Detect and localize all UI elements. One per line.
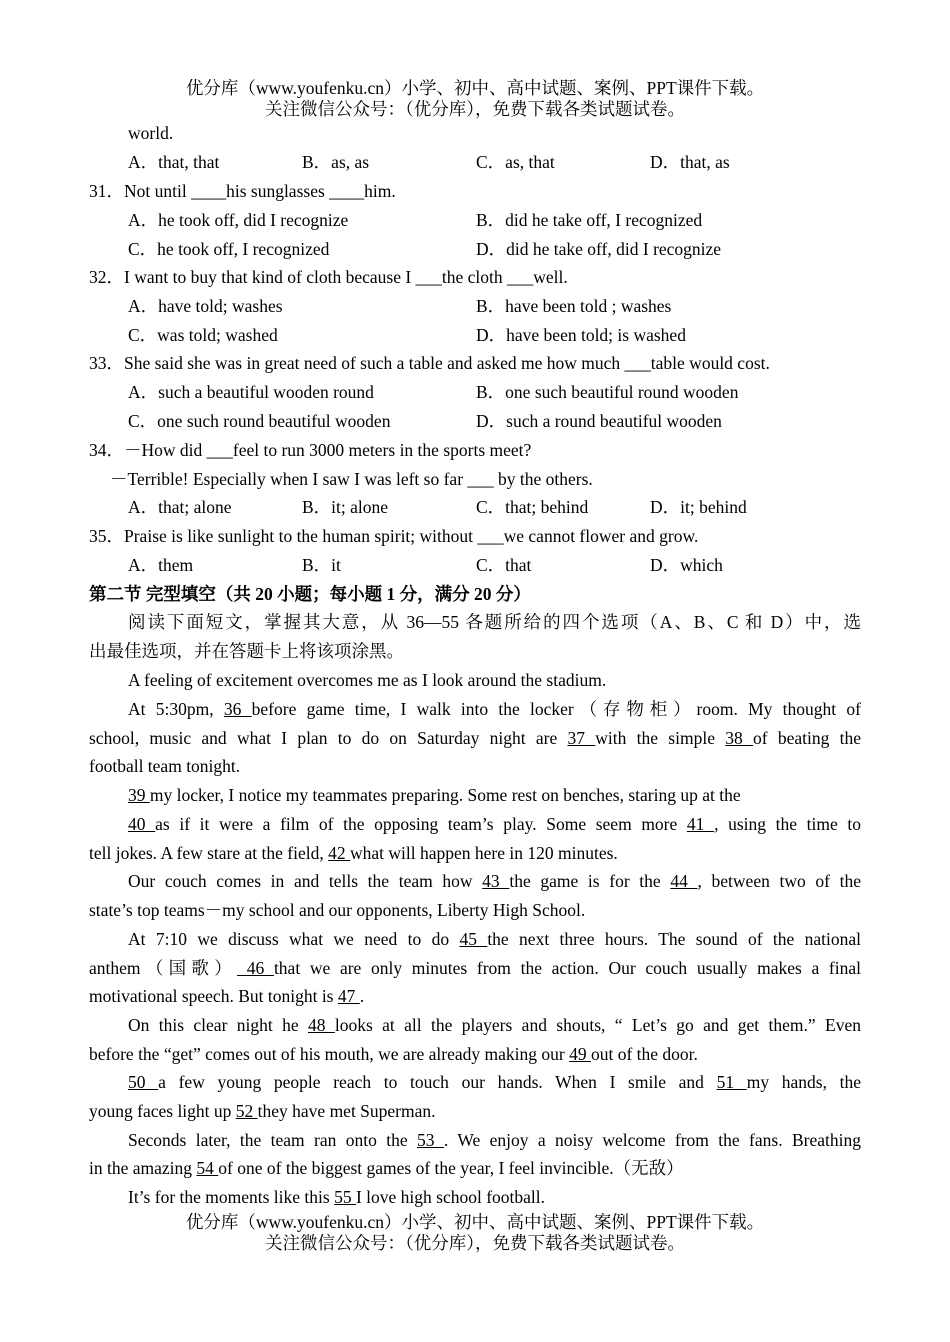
passage-p6-line1: On this clear night he 48 looks at all the players and shouts, “ Let’s go and get them.” Even <box>128 1015 861 1035</box>
q33-option-d: D．such a round beautiful wooden <box>476 411 722 431</box>
q31-option-c: C．he took off, I recognized <box>128 239 330 259</box>
blank-45: 45 <box>459 929 488 949</box>
q34-option-d: D．it; behind <box>650 497 747 517</box>
q35-option-d: D．which <box>650 555 723 575</box>
blank-39: 39 <box>128 785 150 805</box>
passage-p8-line2: in the amazing 54 of one of the biggest games of the year, I feel invincible.（无敌） <box>89 1158 684 1178</box>
q31-option-b: B．did he take off, I recognized <box>476 210 703 230</box>
passage-p7-line2: young faces light up 52 they have met Superman. <box>89 1101 436 1121</box>
passage-p1: A feeling of excitement overcomes me as I look around the stadium. <box>128 670 607 690</box>
blank-50: 50 <box>128 1072 159 1092</box>
passage-p5-line1: At 7:10 we discuss what we need to do 45 the next three hours. The sound of the national <box>128 929 862 949</box>
blank-55: 55 <box>334 1187 356 1207</box>
passage-p5-line2: anthem（国歌） 46 that we are only minutes from the action. Our couch usually makes a final <box>89 958 861 978</box>
blank-47: 47 <box>337 986 360 1006</box>
header-line-2: 关注微信公众号：（优分库），免费下载各类试题试卷。 <box>265 99 685 119</box>
q35-option-c: C．that <box>476 555 532 575</box>
q31-stem: 31．Not until ____his sunglasses ____him. <box>89 181 396 201</box>
passage-p5-line3: motivational speech. But tonight is 47 . <box>89 986 365 1006</box>
q35-option-a: A．them <box>128 555 194 575</box>
section-title: 第二节 完型填空（共 20 小题；每小题 1 分，满分 20 分） <box>89 584 531 604</box>
q34-stem-reply: －Terrible! Especially when I saw I was left so far ___ by the others. <box>110 469 593 489</box>
passage-p2-line3: football team tonight. <box>89 756 241 776</box>
q32-option-a: A．have told; washes <box>128 296 283 316</box>
footer-line-1: 优分库（www.youfenku.cn）小学、初中、高中试题、案例、PPT课件下载。 <box>185 1212 765 1232</box>
blank-38: 38 <box>725 728 754 748</box>
passage-p4-line2: state’s top teams－my school and our opponents, Liberty High School. <box>89 900 586 920</box>
blank-36: 36 <box>223 699 252 719</box>
blank-49: 49 <box>569 1044 591 1064</box>
section-instruction-1: 阅读下面短文，掌握其大意，从 36—55 各题所给的四个选项（A、B、C 和 D）中，选 <box>128 612 861 632</box>
q32-stem: 32．I want to buy that kind of cloth because I ___the cloth ___well. <box>89 267 568 287</box>
blank-48: 48 <box>308 1015 335 1035</box>
q35-option-b: B．it <box>302 555 341 575</box>
passage-p9: It’s for the moments like this 55 I love high school football. <box>128 1187 546 1207</box>
q30-option-b: B．as, as <box>302 152 370 172</box>
q33-option-b: B．one such beautiful round wooden <box>476 382 739 402</box>
q30-option-d: D．that, as <box>650 152 730 172</box>
passage-p6-line2: before the “get” comes out of his mouth, we are already making our 49 out of the door. <box>89 1044 698 1064</box>
q31-option-a: A．he took off, did I recognize <box>128 210 349 230</box>
q32-option-c: C．was told; washed <box>128 325 278 345</box>
passage-p4-line1: Our couch comes in and tells the team how 43 the game is for the 44 , between two of the <box>128 871 862 891</box>
blank-51: 51 <box>716 1072 747 1092</box>
q30-continuation: world. <box>128 123 174 143</box>
q34-option-b: B．it; alone <box>302 497 389 517</box>
q34-option-c: C．that; behind <box>476 497 589 517</box>
passage-p2-line1: At 5:30pm, 36 before game time, I walk into the locker（存物柜）room. My thought of <box>128 699 861 719</box>
blank-52: 52 <box>235 1101 258 1121</box>
section-instruction-2: 出最佳选项，并在答题卡上将该项涂黑。 <box>89 641 404 661</box>
q33-option-a: A．such a beautiful wooden round <box>128 382 374 402</box>
q33-option-c: C．one such round beautiful wooden <box>128 411 391 431</box>
q34-option-a: A．that; alone <box>128 497 232 517</box>
blank-41: 41 <box>686 814 715 834</box>
q30-option-c: C．as, that <box>476 152 555 172</box>
blank-43: 43 <box>482 871 510 891</box>
blank-44: 44 <box>670 871 698 891</box>
blank-42: 42 <box>328 843 350 863</box>
passage-p3-line2: 40 as if it were a film of the opposing team’s play. Some seem more 41 , using the time to <box>128 814 861 834</box>
q33-stem: 33．She said she was in great need of such a table and asked me how much ___table would cost. <box>89 353 770 373</box>
q31-option-d: D．did he take off, did I recognize <box>476 239 722 259</box>
q30-option-a: A．that, that <box>128 152 220 172</box>
q32-option-d: D．have been told; is washed <box>476 325 686 345</box>
footer-line-2: 关注微信公众号：（优分库），免费下载各类试题试卷。 <box>265 1233 685 1253</box>
blank-53: 53 <box>417 1130 444 1150</box>
q34-stem: 34．－How did ___feel to run 3000 meters in the sports meet? <box>89 440 532 460</box>
passage-p3-line1: 39 my locker, I notice my teammates preparing. Some rest on benches, staring up at the <box>128 785 741 805</box>
passage-p8-line1: Seconds later, the team ran onto the 53 . We enjoy a noisy welcome from the fans. Breathing <box>128 1130 861 1150</box>
header-line-1: 优分库（www.youfenku.cn）小学、初中、高中试题、案例、PPT课件下载。 <box>185 78 765 98</box>
q32-option-b: B．have been told ; washes <box>476 296 672 316</box>
passage-p2-line2: school, music and what I plan to do on Saturday night are 37 with the simple 38 of beating the <box>89 728 862 748</box>
blank-46: 46 <box>237 958 274 978</box>
passage-p7-line1: 50 a few young people reach to touch our hands. When I smile and 51 my hands, the <box>128 1072 862 1092</box>
blank-37: 37 <box>567 728 596 748</box>
passage-p3-line3: tell jokes. A few stare at the field, 42 what will happen here in 120 minutes. <box>89 843 618 863</box>
blank-40: 40 <box>128 814 156 834</box>
blank-54: 54 <box>196 1158 219 1178</box>
q35-stem: 35．Praise is like sunlight to the human spirit; without ___we cannot flower and grow. <box>89 526 699 546</box>
